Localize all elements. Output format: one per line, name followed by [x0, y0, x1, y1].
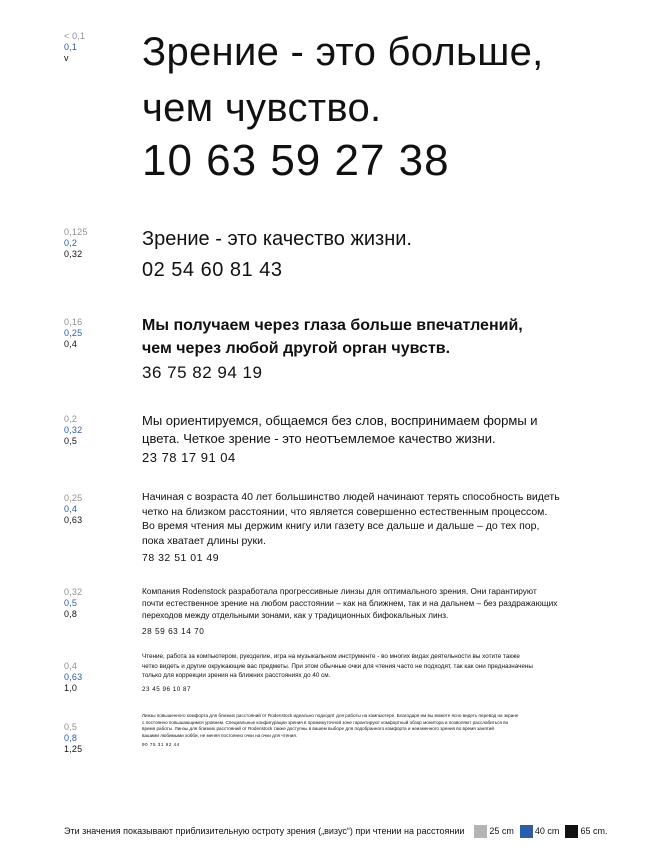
acuity-25cm: 0,2 [64, 414, 78, 424]
text-line: четко на близком расстоянии, что является совершенно естественным процессом. [142, 505, 548, 518]
acuity-values [64, 414, 82, 447]
legend-40cm: 40 cm [534, 826, 560, 836]
swatch-25cm [474, 825, 487, 838]
sample-text [142, 314, 612, 386]
text-line: четко видеть и другие окружающие вас предметы. При этом обычные очки для чтения часто не подходят, так как они предназначены [142, 662, 533, 670]
text-line: пока хватает длины руки. [142, 534, 266, 547]
legend-65cm: 65 cm. [580, 826, 608, 836]
acuity-25cm: 0,32 [64, 587, 83, 597]
sample-text [142, 224, 642, 286]
legend-25cm: 25 cm [489, 826, 514, 836]
number-sequence: 02 54 60 81 43 [142, 259, 283, 281]
acuity-40cm: 0,63 [64, 672, 83, 682]
acuity-40cm: 0,4 [64, 504, 78, 514]
acuity-65cm: 0,4 [64, 339, 78, 349]
acuity-25cm: 0,4 [64, 661, 78, 671]
acuity-values [64, 661, 82, 694]
acuity-40cm: 0,5 [64, 598, 78, 608]
text-line: почти естественное зрение на любом расстоянии – как на ближнем, так и на дальнем – без раздражающих [142, 598, 558, 608]
acuity-values [64, 493, 82, 526]
acuity-40cm: 0,8 [64, 733, 78, 743]
text-line: вашими любимыми хобби, не меняя постоянно очки на очки для чтения. [142, 732, 298, 738]
text-line: Мы ориентируемся, общаемся без слов, воспринимаем формы и [142, 413, 538, 428]
text-line: только для коррекции зрения на ближних расстояниях до 40 см. [142, 672, 331, 679]
legend-label: Эти значения показывают приблизительную остроту зрения („визус“) при чтении на расстоянии [64, 826, 465, 836]
number-sequence: 23 78 17 91 04 [142, 450, 236, 465]
text-line: цвета. Четкое зрение - это неотъемлемое качество жизни. [142, 430, 496, 446]
number-sequence: 10 63 59 27 38 [142, 136, 450, 185]
text-line: Во время чтения мы держим книгу или газету все дальше и дальше – до тех пор, [142, 520, 540, 532]
sample-text [142, 652, 622, 694]
acuity-25cm: 0,5 [64, 722, 78, 732]
sample-text [142, 713, 632, 749]
acuity-40cm: 0,32 [64, 425, 83, 435]
acuity-25cm: 0,125 [64, 227, 88, 237]
distance-legend [64, 824, 654, 838]
number-sequence: 78 32 51 01 49 [142, 552, 220, 564]
text-line: Зрение - это больше, [142, 30, 544, 74]
acuity-65cm: 0,32 [64, 249, 83, 259]
text-line: переходов между отдельными зонами, как у традиционных бифокальных линз. [142, 610, 449, 620]
swatch-65cm [565, 825, 578, 838]
acuity-values [64, 227, 88, 260]
acuity-values [64, 587, 82, 620]
number-sequence: 36 75 82 94 19 [142, 363, 263, 382]
sample-text [142, 412, 612, 467]
acuity-40cm: 0,2 [64, 238, 78, 248]
acuity-65cm: 0,5 [64, 436, 78, 446]
text-line: чем через любой другой орган чувств. [142, 340, 451, 357]
number-sequence: 90 75 31 92 44 [142, 742, 180, 748]
number-sequence: 28 59 63 14 70 [142, 626, 205, 636]
text-line: Линзы повышенного комфорта для близких расстояний от Rodenstock идеально подходят для работы на компьютере. Благодаря им вы можете ясно видеть перевод на экране [142, 713, 519, 718]
text-line: Чтение, работа за компьютером, рукоделие, игра на музыкальном инструменте - во многих видах деятельности вы хотите также [142, 653, 520, 660]
number-sequence: 23 45 96 10 87 [142, 685, 192, 693]
acuity-25cm: 0,25 [64, 493, 83, 503]
text-line: чем чувство. [142, 86, 382, 130]
text-line: Компания Rodenstock разработала прогрессивные линзы для оптимального зрения. Они гарантируют [142, 586, 537, 596]
text-line: время работы. Линзы для близких расстояний от Rodenstock также доступны в вашем выборе для подобранного комфорта и неизменного зрения во время занятий [142, 726, 494, 732]
text-line: Зрение - это качество жизни. [142, 228, 412, 250]
acuity-65cm: 1,0 [64, 683, 78, 693]
acuity-65cm: 1,25 [64, 744, 83, 754]
text-line: с постоянно повышающимся уровнем. Специальные конфигурации зрения в промежуточной зоне гарантируют комфортный обзор монитора и позволяют расслабиться во [142, 719, 509, 725]
acuity-values [64, 317, 82, 350]
sample-text [142, 490, 612, 566]
acuity-values [64, 31, 85, 64]
acuity-40cm: 0,1 [64, 42, 78, 52]
acuity-65cm: v [64, 53, 69, 63]
acuity-40cm: 0,25 [64, 328, 83, 338]
acuity-25cm: < 0,1 [64, 31, 86, 41]
acuity-65cm: 0,63 [64, 515, 83, 525]
acuity-values [64, 722, 82, 755]
text-line: Мы получаем через глаза больше впечатлений, [142, 317, 523, 334]
swatch-40cm [520, 825, 533, 838]
sample-text [142, 24, 642, 186]
acuity-25cm: 0,16 [64, 317, 83, 327]
sample-text [142, 585, 602, 637]
text-line: Начиная с возраста 40 лет большинство людей начинают терять способность видеть [142, 491, 560, 503]
acuity-65cm: 0,8 [64, 609, 78, 619]
